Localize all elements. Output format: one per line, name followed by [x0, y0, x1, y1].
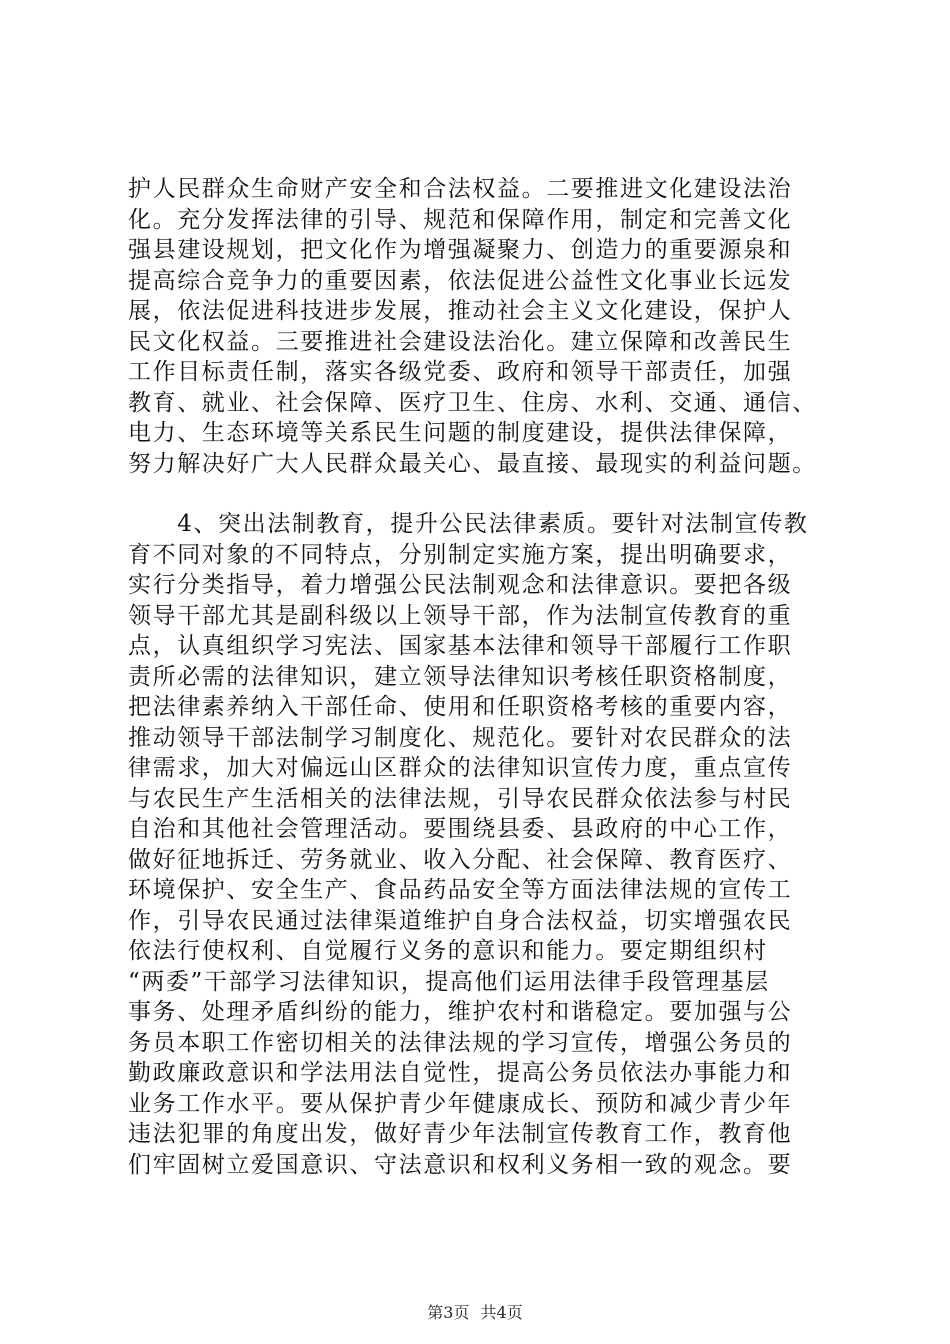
text-line: 律需求，加大对偏远山区群众的法律知识宣传力度，重点宣传	[128, 755, 793, 781]
text-line: 展，依法促进科技进步发展，推动社会主义文化建设，保护人	[128, 298, 793, 324]
text-line: 领导干部尤其是副科级以上领导干部，作为法制宣传教育的重	[128, 602, 793, 629]
text-line: 们牢固树立爱国意识、守法意识和权利义务相一致的观念。要	[128, 1151, 793, 1178]
text-line: 护人民群众生命财产安全和合法权益。二要推进文化建设法治	[128, 176, 793, 202]
page-footer	[0, 1300, 950, 1323]
text-line: 事务、处理矛盾纠纷的能力，维护农村和谐稳定。要加强与公	[128, 999, 793, 1025]
text-line: 实行分类指导，着力增强公民法制观念和法律意识。要把各级	[128, 572, 793, 598]
page-total: 共4页	[480, 1303, 523, 1322]
text-line: 点，认真组织学习宪法、国家基本法律和领导干部履行工作职	[128, 633, 793, 659]
text-line: 推动领导干部法制学习制度化、规范化。要针对农民群众的法	[128, 724, 793, 751]
text-line: 电力、生态环境等关系民生问题的制度建设，提供法律保障，	[128, 420, 793, 446]
text-line: “两委”干部学习法律知识，提高他们运用法律手段管理基层	[128, 968, 770, 995]
text-line: 化。充分发挥法律的引导、规范和保障作用，制定和完善文化	[128, 206, 793, 233]
text-line: 努力解决好广大人民群众最关心、最直接、最现实的利益问题。	[128, 450, 817, 477]
text-line: 做好征地拆迁、劳务就业、收入分配、社会保障、教育医疗、	[128, 846, 793, 873]
text-line: 业务工作水平。要从保护青少年健康成长、预防和减少青少年	[128, 1090, 793, 1117]
text-line: 育不同对象的不同特点，分别制定实施方案，提出明确要求，	[128, 541, 793, 568]
text-line: 作，引导农民通过法律渠道维护自身合法权益，切实增强农民	[128, 907, 793, 934]
text-line: 务员本职工作密切相关的法律法规的学习宣传，增强公务员的	[128, 1029, 793, 1056]
paragraph-2	[128, 509, 838, 1180]
text-line: 强县建设规划，把文化作为增强凝聚力、创造力的重要源泉和	[128, 237, 793, 263]
page-number: 第3页	[427, 1303, 470, 1322]
text-line: 环境保护、安全生产、食品药品安全等方面法律法规的宣传工	[128, 877, 793, 903]
text-line: 自治和其他社会管理活动。要围绕县委、县政府的中心工作，	[128, 816, 793, 842]
text-line: 民文化权益。三要推进社会建设法治化。建立保障和改善民生	[128, 328, 793, 355]
text-line: 把法律素养纳入干部任命、使用和任职资格考核的重要内容，	[128, 694, 793, 720]
text-line: 违法犯罪的角度出发，做好青少年法制宣传教育工作，教育他	[128, 1121, 793, 1147]
text-line: 责所必需的法律知识，建立领导法律知识考核任职资格制度，	[128, 663, 793, 690]
text-line: 提高综合竞争力的重要因素，依法促进公益性文化事业长远发	[128, 267, 793, 294]
paragraph-1	[128, 174, 838, 479]
text-line: 勤政廉政意识和学法用法自觉性，提高公务员依法办事能力和	[128, 1060, 793, 1086]
text-line: 依法行使权利、自觉履行义务的意识和能力。要定期组织村	[128, 938, 768, 964]
text-line: 与农民生产生活相关的法律法规，引导农民群众依法参与村民	[128, 785, 793, 812]
text-line: 4、突出法制教育，提升公民法律素质。要针对法制宣传教	[128, 511, 809, 537]
text-line: 工作目标责任制，落实各级党委、政府和领导干部责任，加强	[128, 359, 793, 385]
text-line: 教育、就业、社会保障、医疗卫生、住房、水利、交通、通信、	[128, 389, 817, 416]
